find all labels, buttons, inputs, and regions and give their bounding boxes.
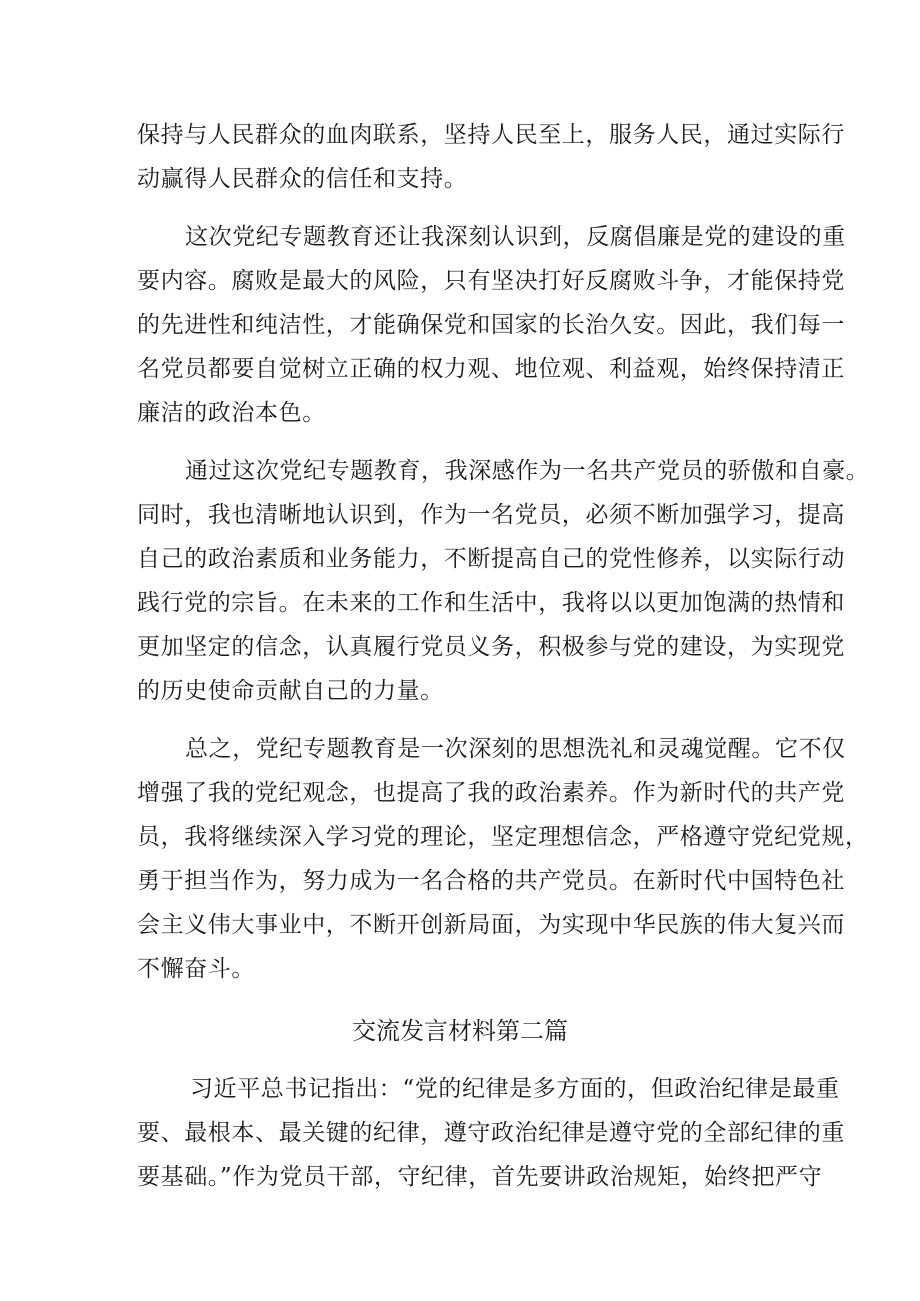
paragraph-3-line-3: 自己的政治素质和业务能力，不断提高自己的党性修养，以实际行动 (137, 546, 845, 572)
paragraph-2-line-2: 要内容。腐败是最大的风险，只有坚决打好反腐败斗争，才能保持党 (137, 268, 845, 294)
paragraph-4-line-6: 不懈奋斗。 (137, 956, 255, 982)
paragraph-4-line-1: 总之，党纪专题教育是一次深刻的思想洗礼和灵魂觉醒。它不仅 (185, 736, 846, 762)
paragraph-2-line-5: 廉洁的政治本色。 (137, 400, 326, 426)
paragraph-3-line-4: 践行党的宗旨。在未来的工作和生活中，我将以以更加饱满的热情和 (137, 590, 845, 616)
paragraph-2-line-4: 名党员都要自觉树立正确的权力观、地位观、利益观，始终保持清正 (137, 356, 845, 382)
paragraph-4-line-2: 增强了我的党纪观念，也提高了我的政治素养。作为新时代的共产党 (137, 780, 845, 806)
section-heading: 交流发言材料第二篇 (352, 1017, 568, 1045)
paragraph-2-line-1: 这次党纪专题教育还让我深刻认识到，反腐倡廉是党的建设的重 (185, 224, 846, 250)
paragraph-5-line-3: 要基础。”作为党员干部，守纪律，首先要讲政治规矩，始终把严守 (137, 1164, 823, 1190)
paragraph-5-line-1: 习近平总书记指出：“党的纪律是多方面的，但政治纪律是最重 (190, 1076, 840, 1102)
paragraph-3-line-6: 的历史使命贡献自己的力量。 (137, 678, 444, 704)
paragraph-2-line-3: 的先进性和纯洁性，才能确保党和国家的长治久安。因此，我们每一 (137, 312, 845, 338)
paragraph-3-line-2: 同时，我也清晰地认识到，作为一名党员，必须不断加强学习，提高 (137, 502, 845, 528)
paragraph-3-line-5: 更加坚定的信念，认真履行党员义务，积极参与党的建设，为实现党 (137, 634, 845, 660)
paragraph-5-line-2: 要、最根本、最关键的纪律，遵守政治纪律是遵守党的全部纪律的重 (137, 1120, 845, 1146)
paragraph-4-line-5: 会主义伟大事业中，不断开创新局面，为实现中华民族的伟大复兴而 (137, 912, 845, 938)
paragraph-3-line-1: 通过这次党纪专题教育，我深感作为一名共产党员的骄傲和自豪。 (185, 458, 870, 484)
paragraph-1-line-1: 保持与人民群众的血肉联系，坚持人民至上，服务人民，通过实际行 (137, 122, 845, 148)
paragraph-4-line-4: 勇于担当作为，努力成为一名合格的共产党员。在新时代中国特色社 (137, 868, 845, 894)
paragraph-4-line-3: 员，我将继续深入学习党的理论，坚定理想信念，严格遵守党纪党规， (137, 824, 869, 850)
paragraph-1-line-2: 动赢得人民群众的信任和支持。 (137, 166, 468, 192)
